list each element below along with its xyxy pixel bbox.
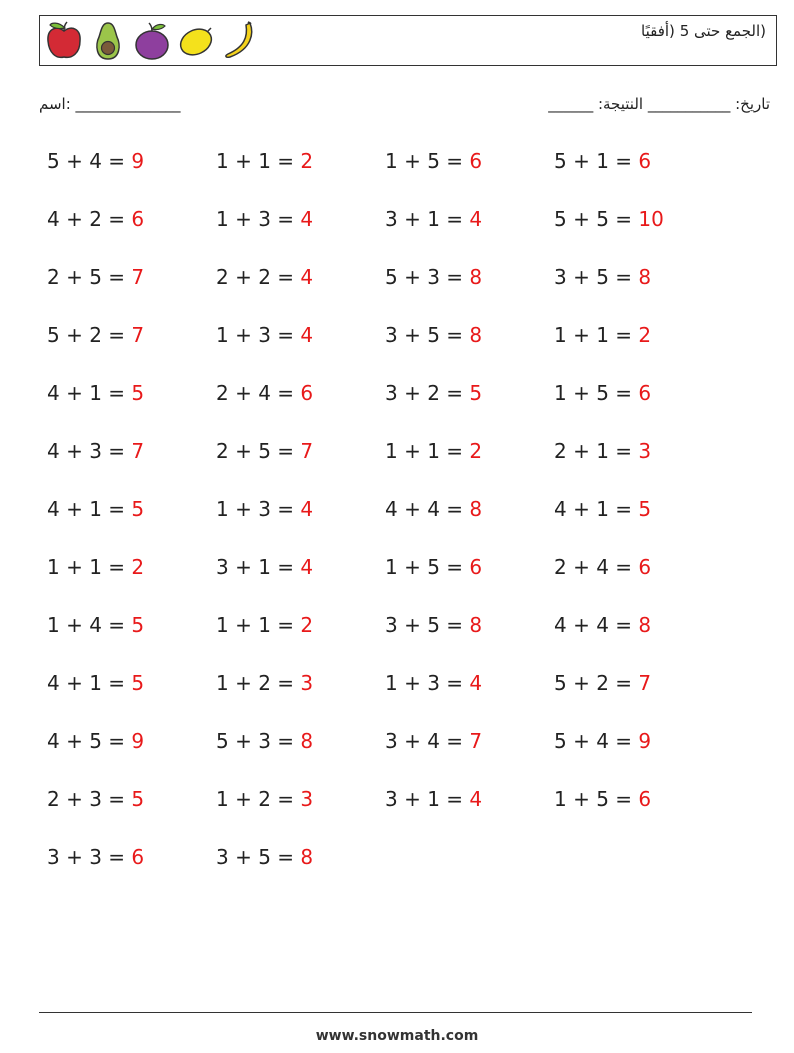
problem-item [554,778,723,836]
problem-item [385,604,554,662]
problem-item [554,198,723,256]
problem-question: 3 + 3 = [47,845,132,869]
problem-question: 5 + 2 = [554,671,639,695]
problem-item [216,488,385,546]
name-field: اسم: ______________ [39,95,181,113]
problem-question: 1 + 2 = [216,671,301,695]
problem-answer: 2 [300,613,314,637]
problem-item [216,720,385,778]
problem-answer: 10 [638,207,664,231]
problem-answer: 8 [469,323,483,347]
problem-question: 2 + 5 = [216,439,301,463]
worksheet-title: (الجمع حتى 5 (أفقيًا [641,22,766,40]
problem-answer: 6 [638,555,652,579]
problem-item [47,662,216,720]
problem-item [385,430,554,488]
problem-question: 1 + 1 = [385,439,470,463]
problem-item [216,430,385,488]
problem-question: 2 + 4 = [554,555,639,579]
problem-item [385,256,554,314]
problem-question: 5 + 4 = [554,729,639,753]
problem-question: 5 + 2 = [47,323,132,347]
problem-item [47,256,216,314]
problem-question: 5 + 4 = [47,149,132,173]
problem-answer: 3 [300,671,314,695]
problem-question: 1 + 5 = [385,149,470,173]
problem-item [385,546,554,604]
problem-question: 4 + 1 = [47,497,132,521]
problem-question: 4 + 1 = [47,671,132,695]
problem-answer: 8 [638,265,652,289]
problem-answer: 8 [469,613,483,637]
problem-question: 1 + 1 = [216,613,301,637]
date-score-field: ______ :تاريخ: ___________ النتيجة [548,95,770,113]
problem-question: 1 + 3 = [216,497,301,521]
lemon-icon [176,19,216,63]
problem-answer: 6 [638,787,652,811]
problem-answer: 5 [131,381,145,405]
problem-question: 1 + 3 = [216,323,301,347]
problem-question: 3 + 5 = [385,613,470,637]
problem-item [554,314,723,372]
problem-item [47,836,216,894]
problem-item [385,778,554,836]
problem-item [385,488,554,546]
problem-answer: 7 [131,265,145,289]
problem-question: 5 + 3 = [216,729,301,753]
problem-item [216,314,385,372]
apple-icon [44,19,84,63]
problem-item [216,198,385,256]
problem-question: 2 + 3 = [47,787,132,811]
problem-item [385,140,554,198]
problem-answer: 5 [131,613,145,637]
problem-item [554,488,723,546]
problem-item [554,140,723,198]
problem-item [554,662,723,720]
problem-question: 3 + 1 = [385,787,470,811]
problem-item [47,546,216,604]
problem-answer: 7 [638,671,652,695]
problem-answer: 8 [300,729,314,753]
problem-item [385,720,554,778]
problem-question: 4 + 1 = [47,381,132,405]
avocado-icon [88,19,128,63]
problem-question: 1 + 3 = [216,207,301,231]
problem-answer: 6 [131,207,145,231]
problem-answer: 2 [131,555,145,579]
problem-item [47,372,216,430]
problem-answer: 3 [638,439,652,463]
problem-answer: 6 [638,149,652,173]
problem-item [216,778,385,836]
problem-item [554,546,723,604]
problem-item [554,720,723,778]
problem-item [47,430,216,488]
problem-answer: 8 [469,497,483,521]
problem-answer: 9 [131,729,145,753]
problem-answer: 2 [638,323,652,347]
problem-question: 4 + 4 = [385,497,470,521]
problem-answer: 5 [469,381,483,405]
problem-item [216,662,385,720]
problem-item [216,256,385,314]
problem-answer: 4 [300,497,314,521]
problem-item [216,372,385,430]
problem-answer: 5 [131,671,145,695]
problem-question: 3 + 1 = [385,207,470,231]
problem-item [554,430,723,488]
problem-question: 1 + 2 = [216,787,301,811]
problem-item [47,140,216,198]
problem-answer: 4 [469,207,483,231]
problem-answer: 6 [300,381,314,405]
problem-item [47,604,216,662]
problem-answer: 5 [638,497,652,521]
problem-item [47,778,216,836]
problem-item [385,662,554,720]
problem-question: 3 + 5 = [554,265,639,289]
problem-answer: 6 [638,381,652,405]
problem-item [385,372,554,430]
problem-answer: 6 [469,555,483,579]
problem-answer: 6 [469,149,483,173]
problem-question: 4 + 5 = [47,729,132,753]
problem-answer: 4 [469,787,483,811]
problem-answer: 4 [300,323,314,347]
problem-item [216,546,385,604]
problem-answer: 6 [131,845,145,869]
problem-question: 3 + 1 = [216,555,301,579]
problem-answer: 5 [131,787,145,811]
problem-answer: 7 [469,729,483,753]
plum-icon [132,19,172,63]
problem-question: 4 + 4 = [554,613,639,637]
fruit-icons [44,19,260,63]
problem-question: 1 + 5 = [554,381,639,405]
problem-question: 4 + 1 = [554,497,639,521]
problem-answer: 4 [469,671,483,695]
problem-question: 3 + 4 = [385,729,470,753]
problem-item [47,198,216,256]
problem-item [216,140,385,198]
problem-item [554,256,723,314]
problem-question: 3 + 2 = [385,381,470,405]
problem-item [385,314,554,372]
problem-answer: 9 [131,149,145,173]
problem-answer: 3 [300,787,314,811]
problem-item [385,198,554,256]
problem-question: 5 + 3 = [385,265,470,289]
problem-question: 4 + 2 = [47,207,132,231]
footer-site: www.snowmath.com [315,1028,479,1044]
problem-question: 1 + 5 = [554,787,639,811]
problem-answer: 7 [300,439,314,463]
problem-question: 1 + 5 = [385,555,470,579]
problem-question: 2 + 4 = [216,381,301,405]
problem-question: 2 + 1 = [554,439,639,463]
problem-answer: 9 [638,729,652,753]
problem-grid [47,140,723,894]
problem-answer: 4 [300,555,314,579]
problem-question: 4 + 3 = [47,439,132,463]
banana-icon [220,19,260,63]
problem-question: 1 + 1 = [216,149,301,173]
problem-answer: 2 [469,439,483,463]
problem-question: 1 + 1 = [554,323,639,347]
problem-answer: 4 [300,207,314,231]
problem-item [554,604,723,662]
problem-question: 2 + 5 = [47,265,132,289]
problem-answer: 4 [300,265,314,289]
problem-answer: 2 [300,149,314,173]
header-box [39,15,777,66]
problem-item [47,720,216,778]
problem-question: 1 + 1 = [47,555,132,579]
problem-question: 1 + 3 = [385,671,470,695]
footer-divider [39,1012,752,1013]
problem-question: 2 + 2 = [216,265,301,289]
problem-item [47,488,216,546]
problem-question: 3 + 5 = [385,323,470,347]
problem-item [216,604,385,662]
problem-item [216,836,385,894]
problem-item [554,372,723,430]
problem-answer: 5 [131,497,145,521]
problem-answer: 7 [131,439,145,463]
problem-answer: 8 [300,845,314,869]
problem-question: 3 + 5 = [216,845,301,869]
problem-question: 1 + 4 = [47,613,132,637]
problem-answer: 8 [469,265,483,289]
problem-item [47,314,216,372]
problem-question: 5 + 1 = [554,149,639,173]
problem-question: 5 + 5 = [554,207,639,231]
problem-answer: 7 [131,323,145,347]
problem-answer: 8 [638,613,652,637]
